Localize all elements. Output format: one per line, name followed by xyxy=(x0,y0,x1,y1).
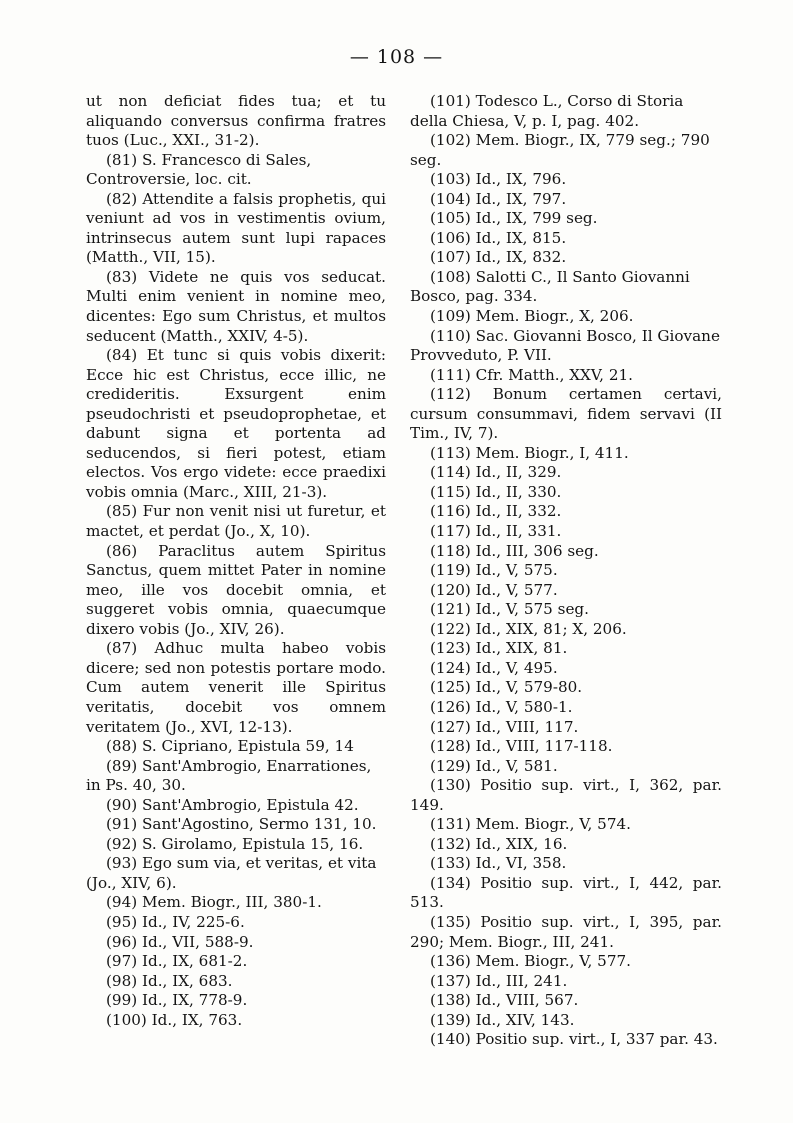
footnote: (137) Id., III, 241. xyxy=(430,971,568,990)
footnote: (106) Id., IX, 815. xyxy=(430,228,567,247)
footnote: (84) Et tunc si quis vobis dixerit: Ecce hic est Christus, ecce illic, ne credideritis. Exsurgent enim pseudochristi et pseudoprophetae, et dabunt signa et portenta ad seducendos, si fieri potest, etiam electos. Vos ergo videte: ecce praedixi vobis omnia (Marc., XIII, 21-3). xyxy=(86,346,386,501)
footnote: (96) Id., VII, 588-9. xyxy=(106,932,254,951)
footnote: (82) Attendite a falsis prophetis, qui veniunt ad vos in vestimentis ovium, intrinsecus autem sunt lupi rapaces (Matth., VII, 15). xyxy=(86,189,386,267)
footnote: (127) Id., VIII, 117. xyxy=(430,717,579,736)
footnote: (138) Id., VIII, 567. xyxy=(430,991,579,1010)
footnote: (115) Id., II, 330. xyxy=(430,482,562,501)
left-column-notes xyxy=(86,92,386,1030)
footnote: (118) Id., III, 306 seg. xyxy=(430,541,599,560)
footnote: (129) Id., V, 581. xyxy=(430,756,558,775)
footnote: (120) Id., V, 577. xyxy=(430,580,558,599)
footnote: (126) Id., V, 580-1. xyxy=(430,697,573,716)
footnote: (140) Positio sup. virt., I, 337 par. 43. xyxy=(430,1030,718,1049)
footnote: (139) Id., XIV, 143. xyxy=(430,1010,575,1029)
footnote: (99) Id., IX, 778-9. xyxy=(106,991,248,1010)
footnote: (113) Mem. Biogr., I, 411. xyxy=(430,443,629,462)
footnote: (102) Mem. Biogr., IX, 779 seg.; 790 seg. xyxy=(410,131,710,169)
footnote: (112) Bonum certamen certavi, cursum consummavi, fidem servavi (II Tim., IV, 7). xyxy=(410,385,722,443)
footnote: (97) Id., IX, 681-2. xyxy=(106,952,248,971)
footnote: (94) Mem. Biogr., III, 380-1. xyxy=(106,893,322,912)
footnote: (110) Sac. Giovanni Bosco, Il Giovane Provveduto, P. VII. xyxy=(410,326,720,365)
footnote: (109) Mem. Biogr., X, 206. xyxy=(430,307,634,326)
footnote: (124) Id., V, 495. xyxy=(430,658,558,677)
footnote: (101) Todesco L., Corso di Storia della Chiesa, V, p. I, pag. 402. xyxy=(410,92,684,130)
footnote: (117) Id., II, 331. xyxy=(430,522,562,541)
footnote: (98) Id., IX, 683. xyxy=(106,971,233,990)
footnote: (119) Id., V, 575. xyxy=(430,561,558,580)
footnote: ut non deficiat fides tua; et tu aliquando conversus confirma fratres tuos (Luc., XXI., 31-2). xyxy=(86,92,386,150)
footnote: (130) Positio sup. virt., I, 362, par. 149. xyxy=(410,776,722,814)
footnote: (123) Id., XIX, 81. xyxy=(430,639,568,658)
footnote: (92) S. Girolamo, Epistula 15, 16. xyxy=(106,834,364,853)
footnote: (81) S. Francesco di Sales, Controversie, loc. cit. xyxy=(86,150,312,189)
footnote: (122) Id., XIX, 81; X, 206. xyxy=(430,619,627,638)
footnote: (87) Adhuc multa habeo vobis dicere; sed non potestis portare modo. Cum autem venerit ille Spiritus veritatis, docebit vos omnem veritatem (Jo., XVI, 12-13). xyxy=(86,639,386,736)
footnote: (93) Ego sum via, et veritas, et vita (Jo., XIV, 6). xyxy=(86,854,377,892)
footnote: (88) S. Cipriano, Epistula 59, 14 xyxy=(106,737,354,756)
footnote: (95) Id., IV, 225-6. xyxy=(106,912,245,931)
footnote: (91) Sant'Agostino, Sermo 131, 10. xyxy=(106,815,377,834)
footnote: (107) Id., IX, 832. xyxy=(430,248,567,267)
footnote: (114) Id., II, 329. xyxy=(430,463,562,482)
footnote: (135) Positio sup. virt., I, 395, par. 290; Mem. Biogr., III, 241. xyxy=(410,912,722,951)
footnote: (131) Mem. Biogr., V, 574. xyxy=(430,815,632,834)
footnote: (132) Id., XIX, 16. xyxy=(430,834,568,853)
footnote: (128) Id., VIII, 117-118. xyxy=(430,737,613,756)
footnote: (90) Sant'Ambrogio, Epistula 42. xyxy=(106,795,359,814)
footnote: (103) Id., IX, 796. xyxy=(430,170,567,189)
footnote: (83) Videte ne quis vos seducat. Multi enim venient in nomine meo, dicentes: Ego sum Christus, et multos seducent (Matth., XXIV, 4-5). xyxy=(86,267,386,345)
footnote: (85) Fur non venit nisi ut furetur, et mactet, et perdat (Jo., X, 10). xyxy=(86,502,386,541)
footnote: (121) Id., V, 575 seg. xyxy=(430,600,589,619)
footnote: (133) Id., VI, 358. xyxy=(430,854,567,873)
footnote: (116) Id., II, 332. xyxy=(430,502,562,521)
footnote: (134) Positio sup. virt., I, 442, par. 513. xyxy=(410,873,722,912)
footnote: (111) Cfr. Matth., XXV, 21. xyxy=(430,365,633,384)
right-column-notes xyxy=(410,92,722,1050)
footnote: (89) Sant'Ambrogio, Enarrationes, in Ps. 40, 30. xyxy=(86,756,372,795)
footnote: (86) Paraclitus autem Spiritus Sanctus, quem mittet Pater in nomine meo, ille vos docebit omnia, et suggeret vobis omnia, quaecumque dixero vobis (Jo., XIV, 26). xyxy=(86,541,386,638)
page-number: — 108 — xyxy=(349,46,444,68)
footnote: (136) Mem. Biogr., V, 577. xyxy=(430,952,632,971)
footnote: (104) Id., IX, 797. xyxy=(430,189,567,208)
footnote: (105) Id., IX, 799 seg. xyxy=(430,209,598,228)
footnote: (108) Salotti C., Il Santo Giovanni Bosco, pag. 334. xyxy=(410,267,690,306)
footnote: (100) Id., IX, 763. xyxy=(106,1010,243,1029)
footnote: (125) Id., V, 579-80. xyxy=(430,678,583,697)
